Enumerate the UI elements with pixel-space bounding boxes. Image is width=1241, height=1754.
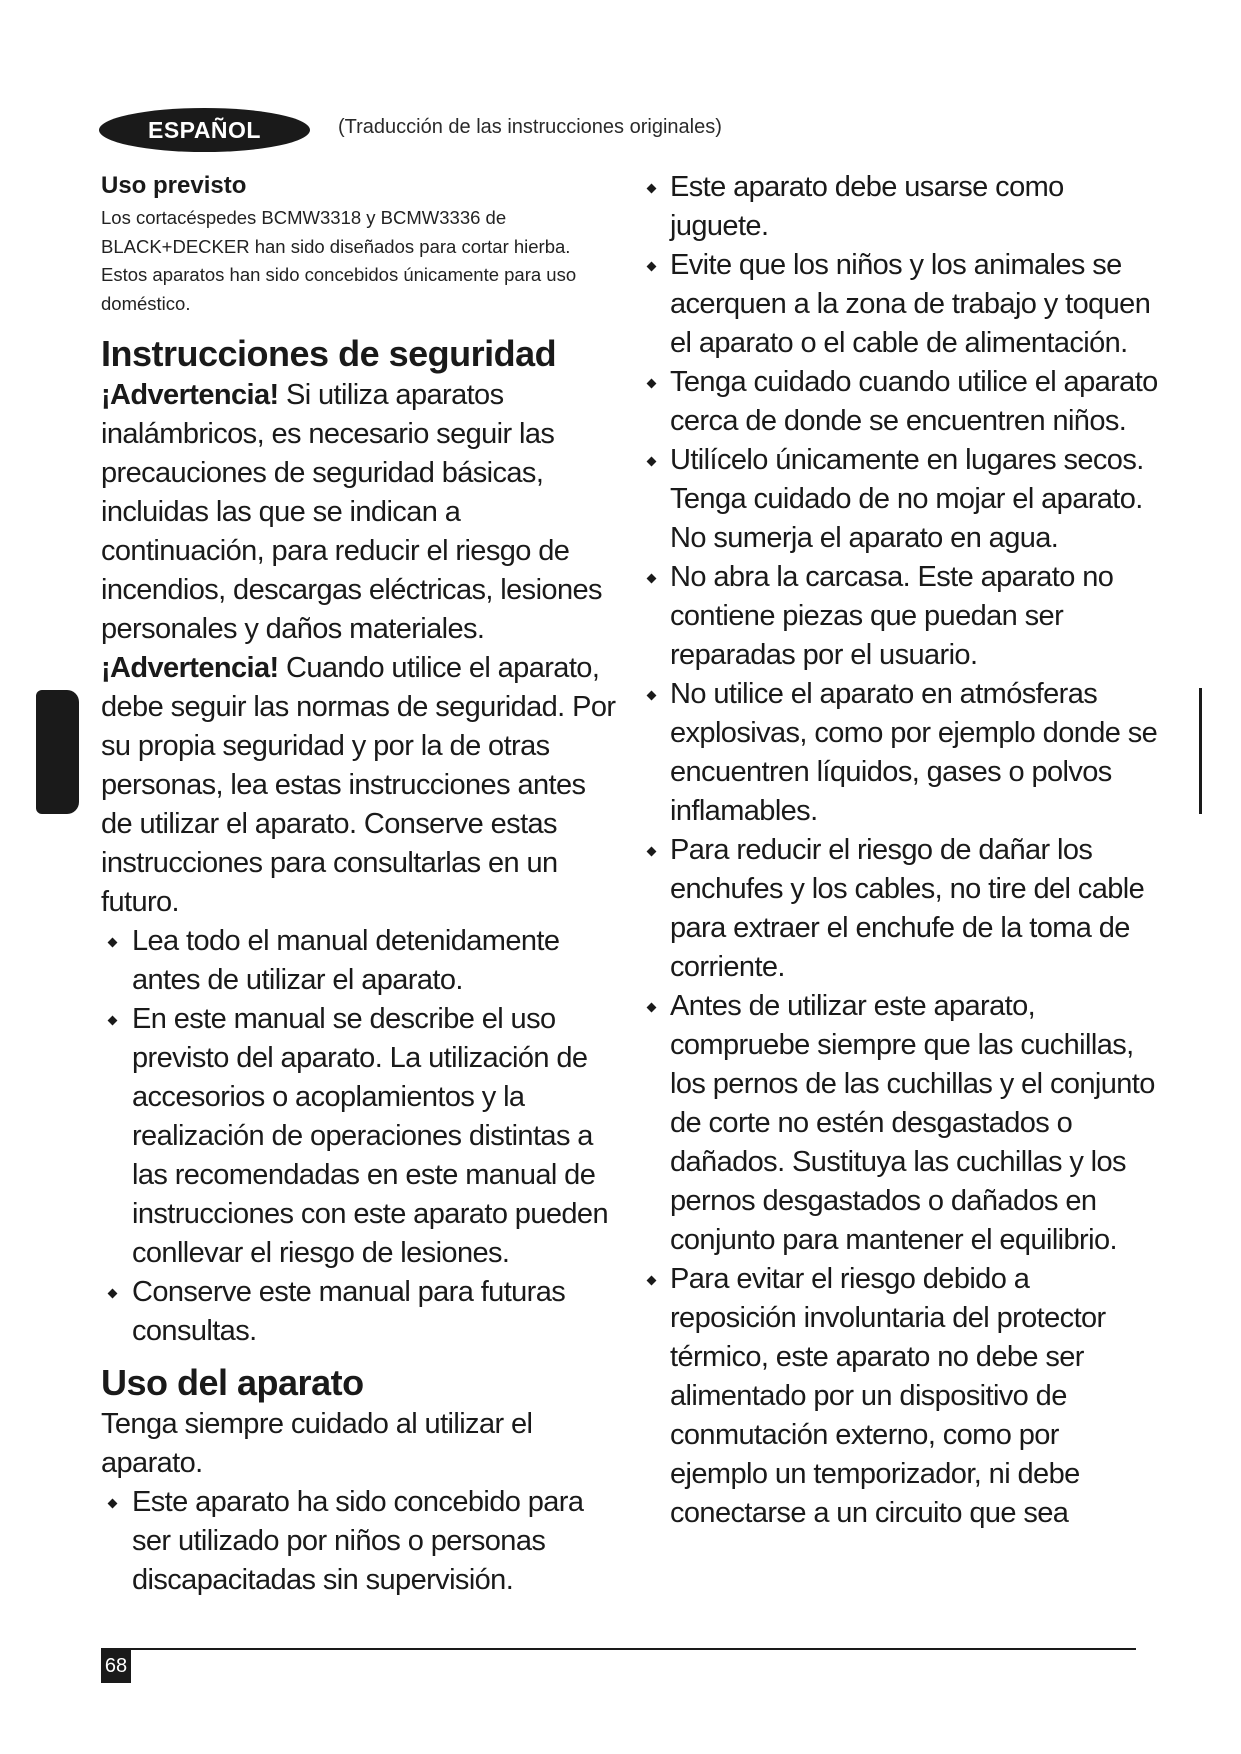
list-item (101, 1273, 621, 1351)
list-item (640, 675, 1160, 831)
bullet-diamond-icon (647, 457, 657, 467)
intended-use-line: BLACK+DECKER han sido diseñados para cortar hierba. (101, 235, 571, 257)
list-item-text: Conserve este manual para futuras consultas. (132, 1276, 566, 1347)
intended-use-text (101, 204, 621, 318)
intended-use-title: Uso previsto (101, 172, 247, 199)
bullet-diamond-icon (647, 184, 657, 194)
list-item-text: Para reducir el riesgo de dañar los enchufes y los cables, no tire del cable para extraer el enchufe de la toma de corriente. (670, 834, 1145, 983)
bullet-diamond-icon (647, 691, 657, 701)
bullet-diamond-icon (108, 938, 118, 948)
warning-text: Si utiliza aparatos inalámbricos, es necesario seguir las precauciones de seguridad básicas, incluidas las que se indican a continuación, para reducir el riesgo de incendios, descargas eléctricas, lesiones personales y daños materiales. (101, 379, 602, 645)
use-bullet-list (101, 1483, 621, 1600)
right-column (640, 168, 1160, 1533)
safety-instructions-title: Instrucciones de seguridad (101, 333, 557, 374)
list-item (101, 1483, 621, 1600)
list-item-text: Para evitar el riesgo debido a reposición involuntaria del protector térmico, este aparato no debe ser alimentado por un dispositivo de conmutación externo, como por ejemplo un temporizador, ni debe conectarse a un circuito que sea (670, 1263, 1106, 1529)
warning-paragraph-1 (101, 376, 621, 649)
list-item (640, 987, 1160, 1260)
list-item-text: Este aparato ha sido concebido para ser utilizado por niños o personas discapacitadas sin supervisión. (132, 1486, 584, 1596)
intended-use-line: Los cortacéspedes BCMW3318 y BCMW3336 de (101, 207, 507, 228)
intended-use-line: Estos aparatos han sido concebidos únicamente para uso (101, 264, 577, 285)
list-item-text: Antes de utilizar este aparato, compruebe siempre que las cuchillas, los pernos de las cuchillas y el conjunto de corte no estén desgastados o dañados. Sustituya las cuchillas y los pernos desgastados o dañados en conjunto para mantener el equilibrio. (670, 990, 1155, 1256)
warning-text: Cuando utilice el aparato, debe seguir las normas de seguridad. Por su propia seguridad y por la de otras personas, lea estas instrucciones antes de utilizar el aparato. Conserve estas instrucciones para consultarlas en un futuro. (101, 652, 616, 918)
bullet-diamond-icon (108, 1289, 118, 1299)
margin-line-marker (1199, 688, 1202, 814)
list-item-text: Lea todo el manual detenidamente antes de utilizar el aparato. (132, 925, 560, 996)
list-item-text: Utilícelo únicamente en lugares secos. Tenga cuidado de no mojar el aparato. No sumerja el aparato en agua. (670, 444, 1144, 554)
right-bullet-list (640, 168, 1160, 1533)
bullet-diamond-icon (647, 379, 657, 389)
list-item-text: No utilice el aparato en atmósferas explosivas, como por ejemplo donde se encuentren líquidos, gases o polvos inflamables. (670, 678, 1158, 827)
bullet-diamond-icon (108, 1499, 118, 1509)
bullet-diamond-icon (647, 262, 657, 272)
warning-label: ¡Advertencia! (101, 652, 279, 684)
list-item-text: Tenga cuidado cuando utilice el aparato cerca de donde se encuentren niños. (670, 366, 1158, 437)
language-badge: ESPAÑOL (99, 108, 310, 152)
list-item (640, 558, 1160, 675)
list-item (640, 1260, 1160, 1533)
intended-use-line: doméstico. (101, 292, 191, 314)
section-tab-marker (36, 690, 79, 814)
bullet-diamond-icon (647, 1003, 657, 1013)
list-item-text: Este aparato debe usarse como juguete. (670, 171, 1064, 242)
list-item (101, 1000, 621, 1273)
bullet-diamond-icon (647, 574, 657, 584)
use-of-appliance-title: Uso del aparato (101, 1362, 364, 1403)
list-item (640, 831, 1160, 987)
list-item-text: En este manual se describe el uso previsto del aparato. La utilización de accesorios o acoplamientos y la realización de operaciones distintas a las recomendadas en este manual de instrucciones con este aparato pueden conllevar el riesgo de lesiones. (132, 1003, 608, 1269)
list-item-text: No abra la carcasa. Este aparato no contiene piezas que puedan ser reparadas por el usuario. (670, 561, 1114, 671)
list-item (640, 441, 1160, 558)
list-item (101, 922, 621, 1000)
warning-label: ¡Advertencia! (101, 379, 279, 411)
list-item (640, 363, 1160, 441)
bullet-diamond-icon (108, 1016, 118, 1026)
safety-bullet-list (101, 922, 621, 1351)
list-item (640, 246, 1160, 363)
page-number: 68 (101, 1649, 131, 1683)
use-paragraph: Tenga siempre cuidado al utilizar el aparato. (101, 1408, 533, 1479)
list-item-text: Evite que los niños y los animales se acerquen a la zona de trabajo y toquen el aparato o el cable de alimentación. (670, 249, 1151, 359)
translation-note: (Traducción de las instrucciones originales) (338, 116, 722, 138)
warning-paragraph-2 (101, 649, 621, 922)
bullet-diamond-icon (647, 1276, 657, 1286)
footer-divider (101, 1648, 1136, 1650)
left-column (101, 168, 621, 1600)
list-item (640, 168, 1160, 246)
bullet-diamond-icon (647, 847, 657, 857)
